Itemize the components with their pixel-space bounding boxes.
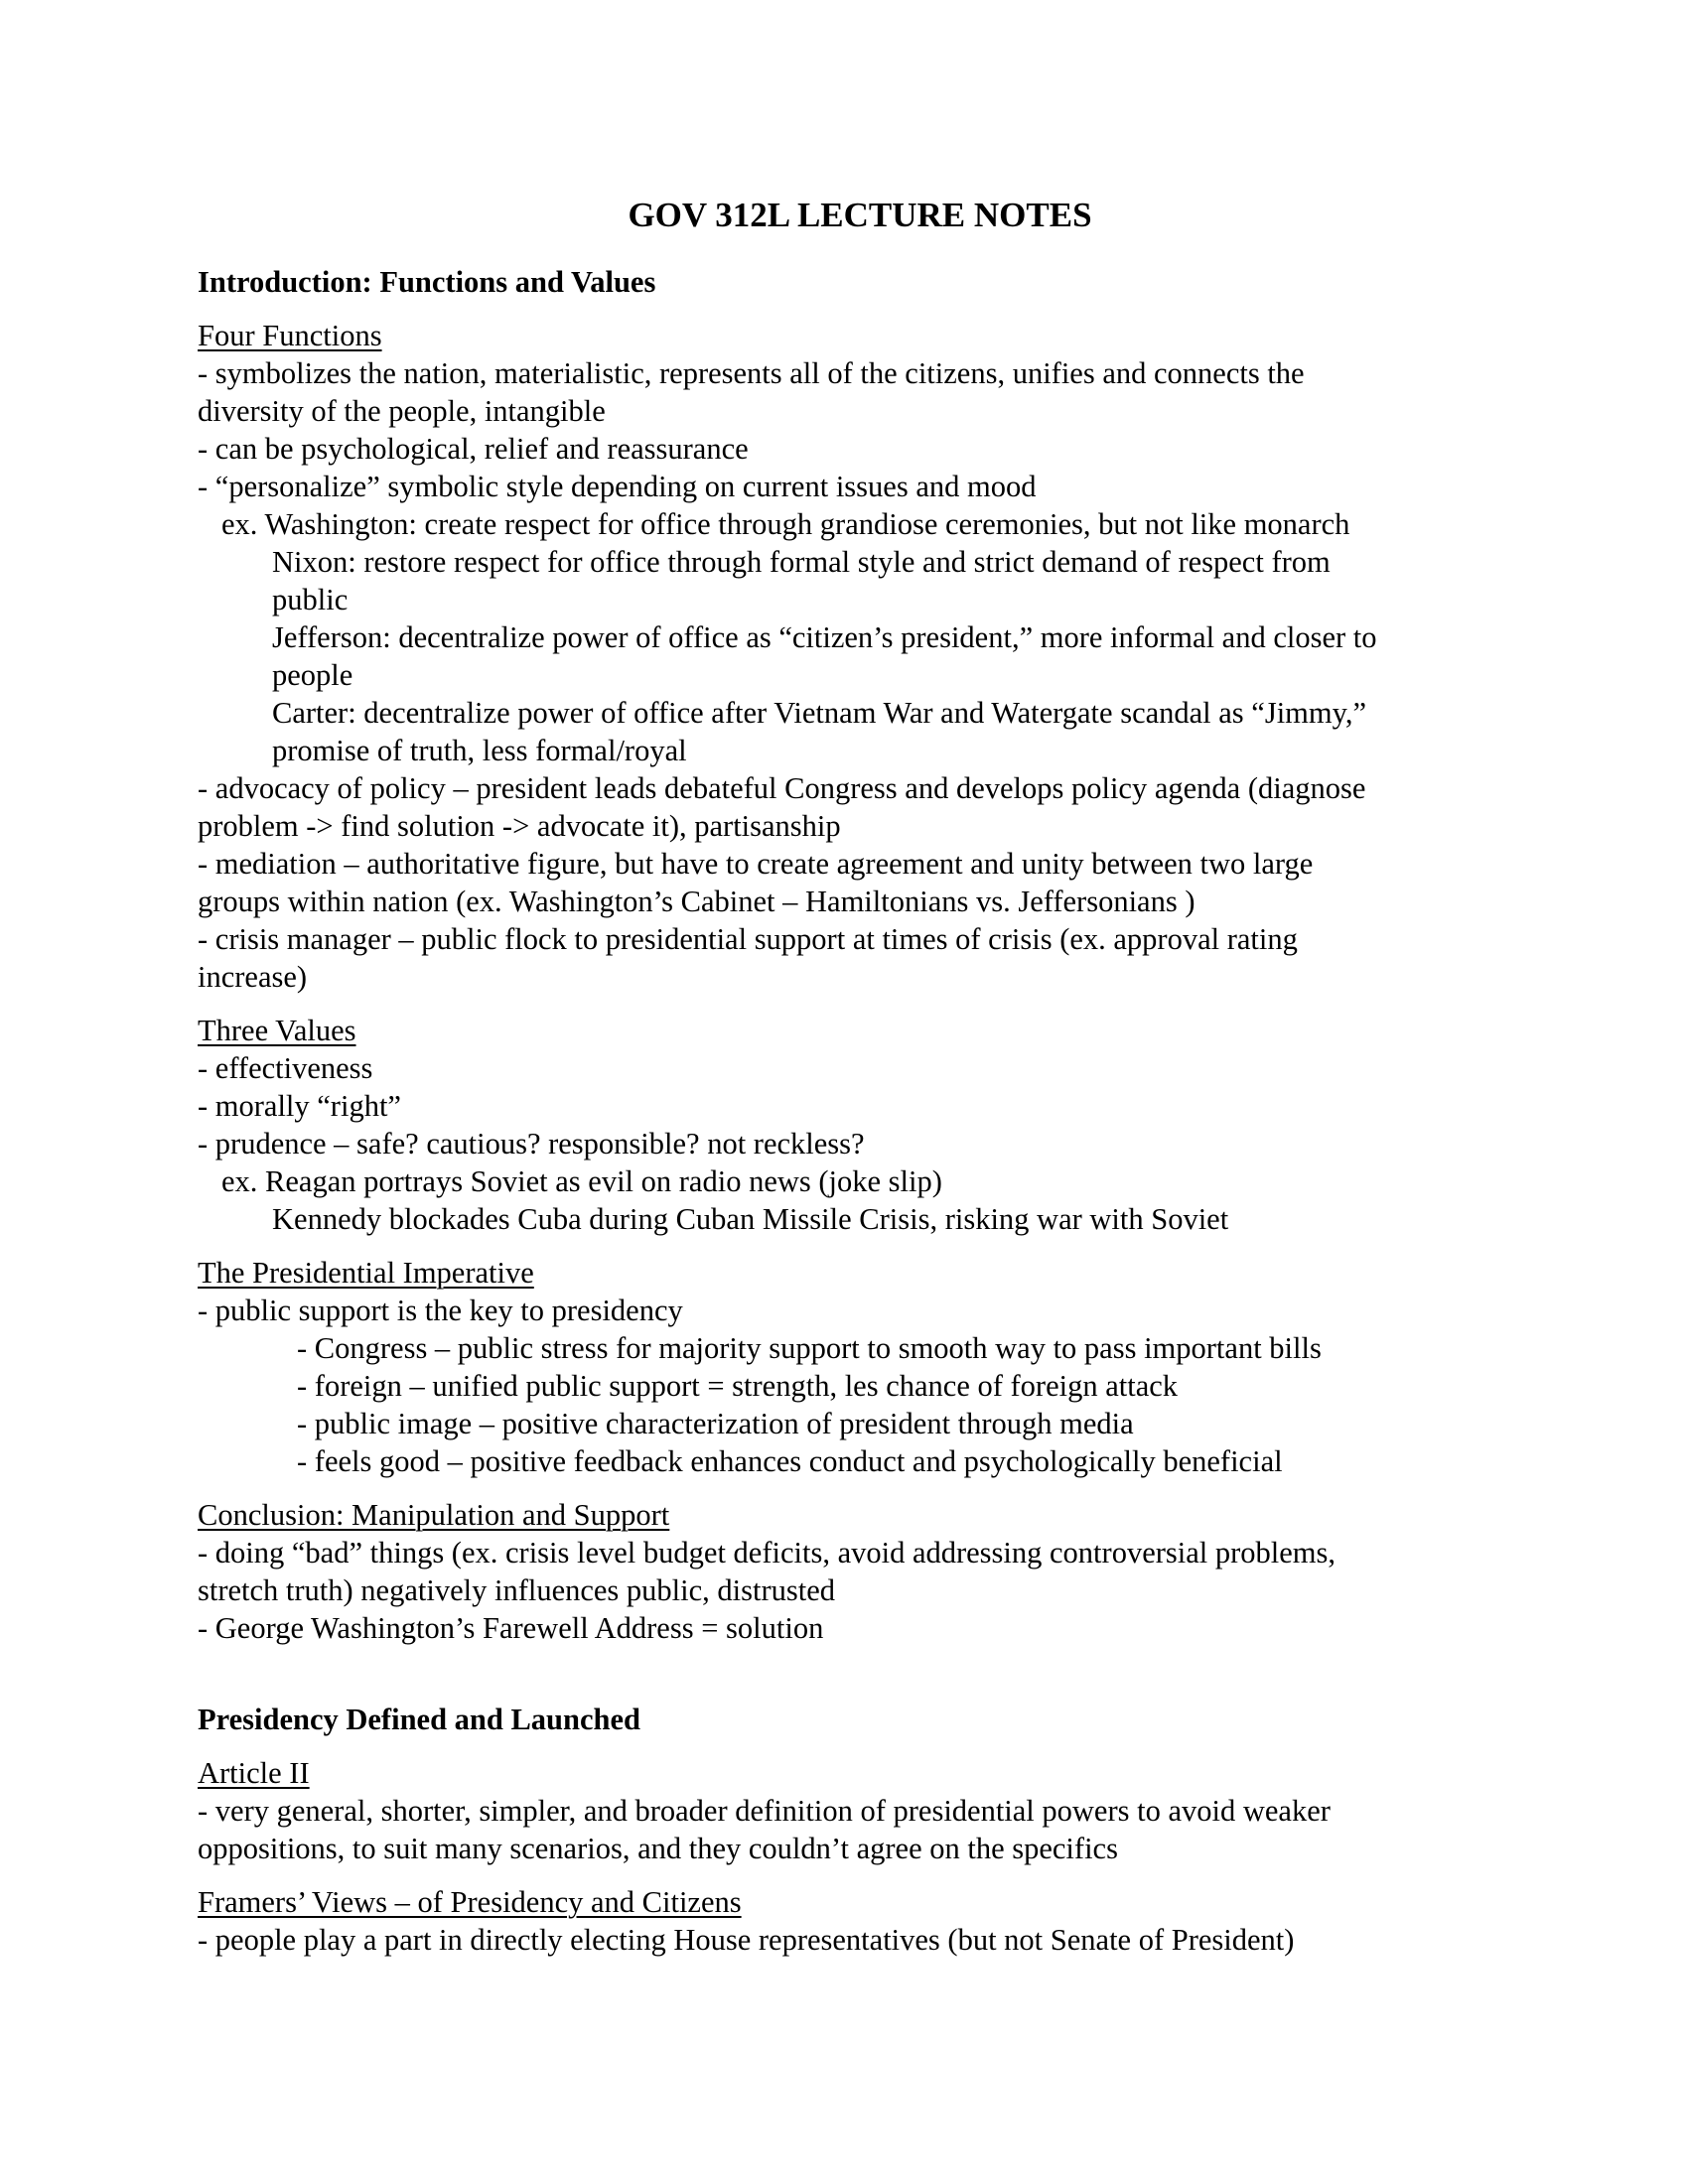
sub-note-line: - Congress – public stress for majority support to smooth way to pass important bills: [297, 1331, 1322, 1365]
note-line: - people play a part in directly electing House representatives (but not Senate of President): [198, 1923, 1295, 1957]
example-line: Carter: decentralize power of office after Vietnam War and Watergate scandal as “Jimmy,”: [272, 696, 1367, 730]
page-title: GOV 312L LECTURE NOTES: [628, 196, 1092, 234]
note-line: stretch truth) negatively influences public, distrusted: [198, 1573, 836, 1607]
note-line: - advocacy of policy – president leads debateful Congress and develops policy agenda (diagnose: [198, 771, 1366, 805]
section-heading: Introduction: Functions and Values: [198, 265, 656, 299]
note-line: - very general, shorter, simpler, and broader definition of presidential powers to avoid weaker: [198, 1794, 1331, 1828]
sub-note-line: - foreign – unified public support = strength, les chance of foreign attack: [297, 1369, 1179, 1403]
subsection-article-ii: [198, 1754, 1498, 1867]
note-line: - public support is the key to presidency: [198, 1294, 683, 1327]
example-line: public: [272, 583, 349, 616]
section-introduction: [198, 263, 1498, 1647]
note-line: - George Washington’s Farewell Address = solution: [198, 1611, 824, 1645]
example-line: Kennedy blockades Cuba during Cuban Missile Crisis, risking war with Soviet: [272, 1202, 1229, 1236]
subsection-presidential-imperative: [198, 1254, 1498, 1480]
subsection-heading: Four Functions: [198, 319, 382, 352]
note-line: groups within nation (ex. Washington’s Cabinet – Hamiltonians vs. Jeffersonians ): [198, 885, 1196, 918]
subsection-framers-views: [198, 1883, 1498, 1959]
note-line: - mediation – authoritative figure, but have to create agreement and unity between two large: [198, 847, 1314, 881]
example-line: promise of truth, less formal/royal: [272, 734, 687, 767]
example-line: people: [272, 658, 353, 692]
subsection-heading: Conclusion: Manipulation and Support: [198, 1498, 670, 1532]
subsection-heading: The Presidential Imperative: [198, 1256, 534, 1290]
document-body: [198, 194, 1498, 1975]
sub-note-line: - public image – positive characterization of president through media: [297, 1407, 1134, 1440]
example-line: Nixon: restore respect for office through formal style and strict demand of respect from: [272, 545, 1331, 579]
section-presidency-defined: [198, 1701, 1498, 1959]
note-line: - symbolizes the nation, materialistic, represents all of the citizens, unifies and connects the: [198, 356, 1305, 390]
sub-note-line: - feels good – positive feedback enhances conduct and psychologically beneficial: [297, 1444, 1283, 1478]
note-line: - crisis manager – public flock to presidential support at times of crisis (ex. approval rating: [198, 922, 1298, 956]
note-line: oppositions, to suit many scenarios, and they couldn’t agree on the specifics: [198, 1832, 1118, 1865]
note-line: - doing “bad” things (ex. crisis level budget deficits, avoid addressing controversial problems,: [198, 1536, 1336, 1570]
subsection-conclusion: [198, 1496, 1498, 1647]
note-line: - can be psychological, relief and reassurance: [198, 432, 749, 466]
subsection-heading: Framers’ Views – of Presidency and Citizens: [198, 1885, 742, 1919]
example-line: ex. Reagan portrays Soviet as evil on radio news (joke slip): [221, 1164, 942, 1198]
subsection-four-functions: [198, 317, 1498, 996]
note-line: increase): [198, 960, 308, 994]
note-line: diversity of the people, intangible: [198, 394, 606, 428]
subsection-heading: Article II: [198, 1756, 310, 1790]
note-line: problem -> find solution -> advocate it), partisanship: [198, 809, 841, 843]
section-heading: Presidency Defined and Launched: [198, 1703, 640, 1736]
example-line: Jefferson: decentralize power of office as “citizen’s president,” more informal and closer to: [272, 620, 1377, 654]
subsection-three-values: [198, 1012, 1498, 1238]
note-line: - morally “right”: [198, 1089, 401, 1123]
example-line: ex. Washington: create respect for office through grandiose ceremonies, but not like monarch: [221, 507, 1350, 541]
subsection-heading: Three Values: [198, 1014, 356, 1047]
note-line: - prudence – safe? cautious? responsible? not reckless?: [198, 1127, 865, 1160]
note-line: - “personalize” symbolic style depending on current issues and mood: [198, 470, 1037, 503]
note-line: - effectiveness: [198, 1051, 373, 1085]
